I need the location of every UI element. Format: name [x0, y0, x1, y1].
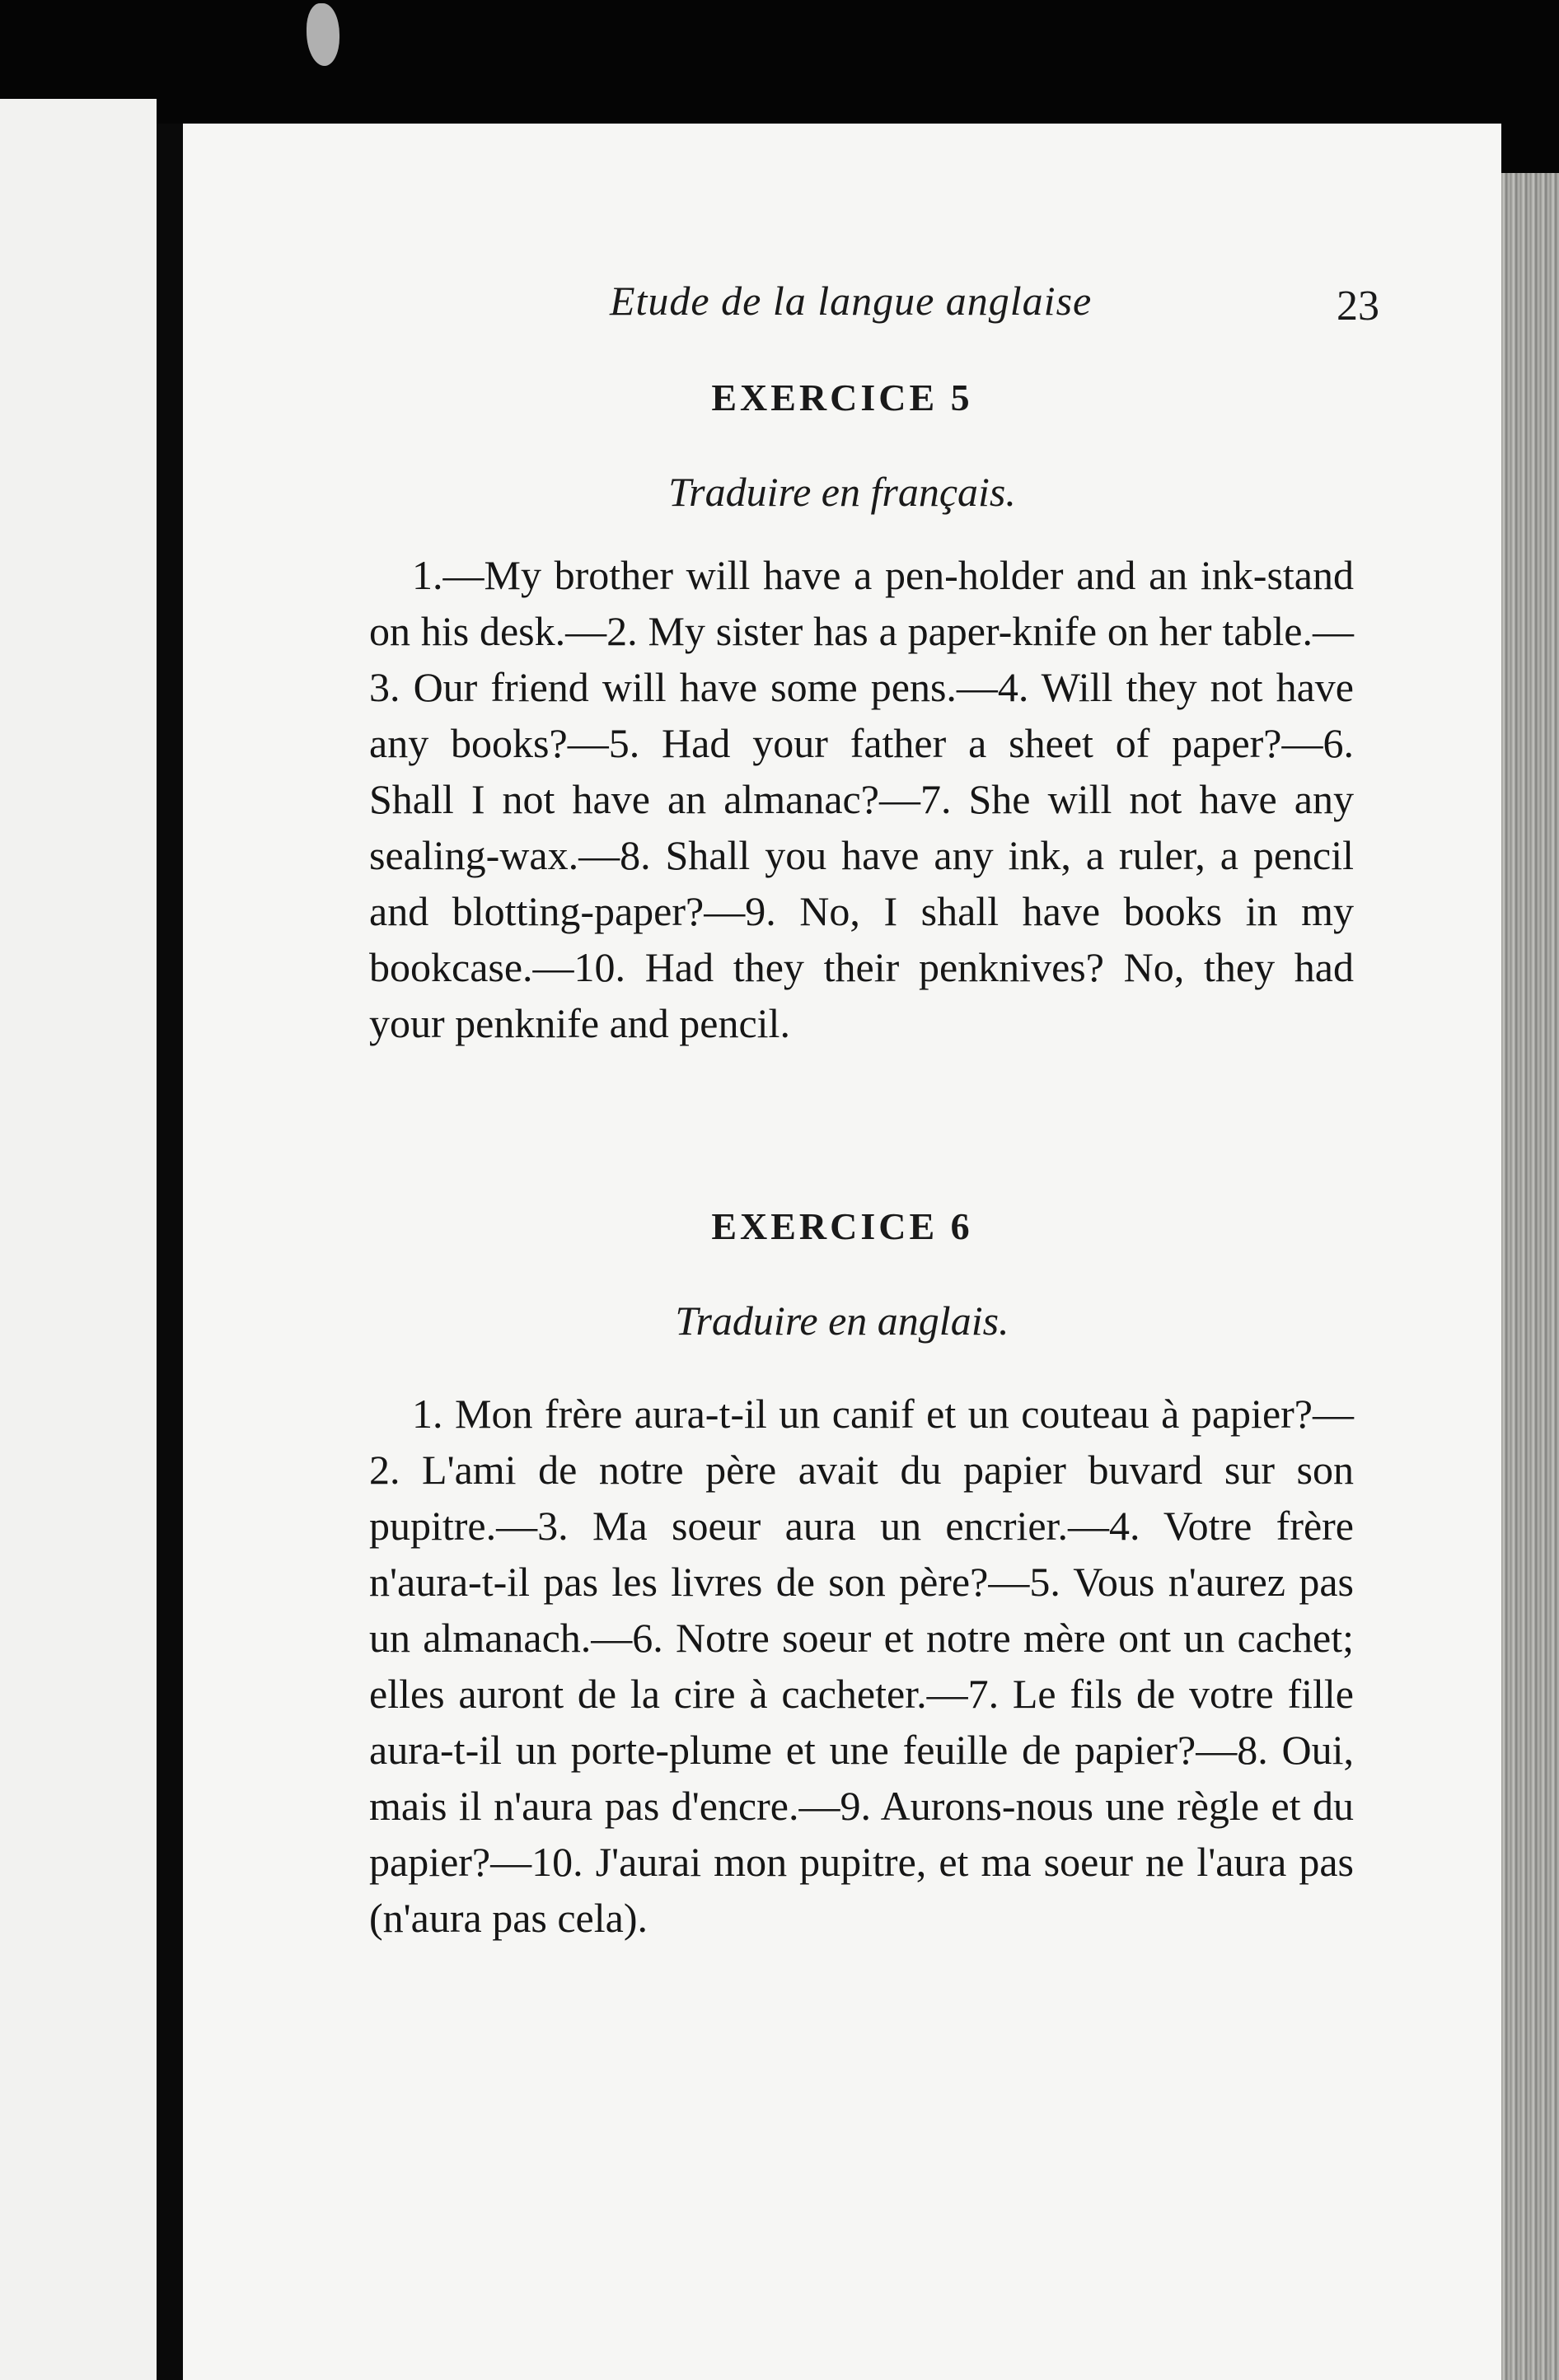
exercise-5-instruction: Traduire en français.	[668, 469, 1016, 515]
book-page	[183, 124, 1501, 2380]
book-spine	[157, 124, 183, 2380]
page-edge-texture	[1501, 173, 1559, 2380]
exercise-6-instruction: Traduire en anglais.	[675, 1298, 1009, 1344]
running-title: Etude de la langue anglaise	[610, 278, 1093, 324]
exercise-6-heading: EXERCICE 6	[711, 1205, 973, 1247]
previous-page-edge	[0, 99, 157, 2380]
exercise-6-text: 1. Mon frère aura-t-il un canif et un couteau à papier?—2. L'ami de notre père avait du papier buvard sur son pupitre.—3. Ma soeur aura un encrier.—4. Votre frère n'aura-t-il pas les livres de son père?—5. Vous n'aurez pas un almanach.—6. Notre soeur et notre mère ont un cachet; elles auront de la cire à cacheter.—7. Le fils de votre fille aura-t-il un porte-plume et une feuille de papier?—8. Oui, mais il n'aura pas d'encre.—9. Aurons-nous une règle et du papier?—10. J'aurai mon pupitre, et ma soeur ne l'aura pas (n'aura pas cela).	[369, 1391, 1354, 1941]
page-header	[183, 277, 1501, 334]
scan-corner-mark	[307, 3, 339, 66]
exercise-5-text: 1.—My brother will have a pen-holder and an ink-stand on his desk.—2. My sister has a paper-knife on her table.—3. Our friend will have some pens.—4. Will they not have any books?—5. Had your father a sheet of paper?—6. Shall I not have an almanac?—7. She will not have any sealing-wax.—8. Shall you have any ink, a ruler, a pencil and blotting-paper?—9. No, I shall have books in my bookcase.—10. Had they their penknives? No, they had your penknife and pencil.	[369, 552, 1354, 1046]
page-number: 23	[1337, 283, 1379, 330]
exercise-5-heading: EXERCICE 5	[711, 376, 973, 418]
